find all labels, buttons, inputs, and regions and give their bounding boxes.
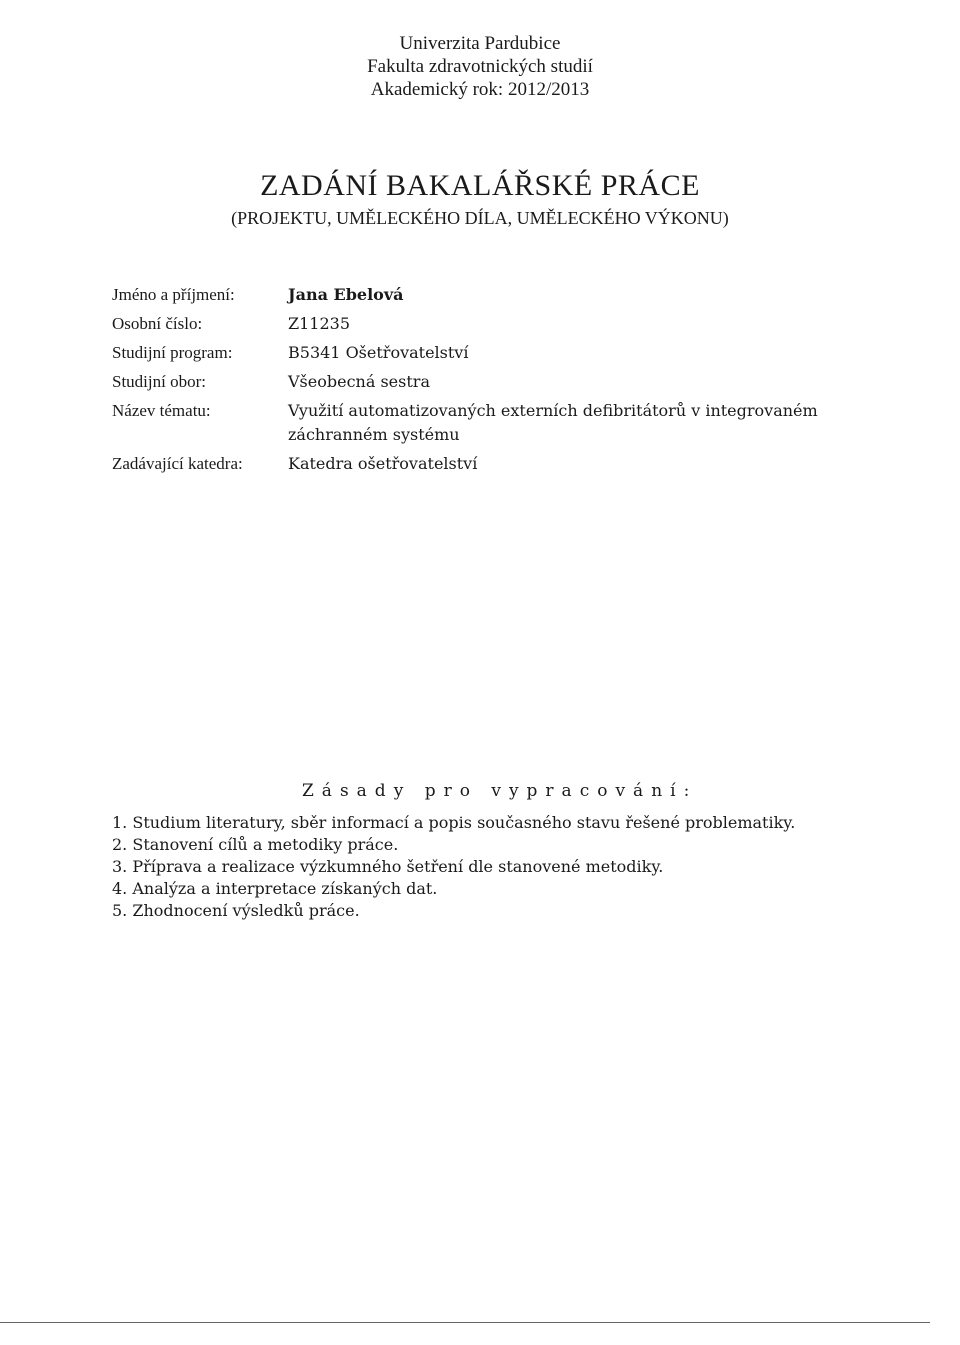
- student-name: Jana Ebelová: [288, 285, 404, 304]
- academic-year: Akademický rok: 2012/2013: [370, 79, 590, 100]
- document-header: [0, 32, 960, 101]
- field-study-program: [112, 341, 892, 365]
- student-info: [112, 283, 892, 481]
- field-label: Název tématu:: [112, 401, 211, 420]
- thesis-topic: Využití automatizovaných externích defibritátorů v integrovaném záchranném systému: [288, 401, 818, 444]
- list-item: 1. Studium literatury, sběr informací a popis současného stavu řešené problematiky.: [112, 813, 796, 832]
- field-name: [112, 283, 892, 307]
- field-label: Studijní obor:: [112, 372, 206, 391]
- list-item: 3. Příprava a realizace výzkumného šetření dle stanovené metodiky.: [112, 857, 664, 876]
- field-label: Jméno a příjmení:: [112, 285, 235, 304]
- faculty-name: Fakulta zdravotnických studií: [367, 56, 593, 77]
- document-subtitle: (PROJEKTU, UMĚLECKÉHO DÍLA, UMĚLECKÉHO VÝKONU): [231, 208, 729, 228]
- field-label: Osobní číslo:: [112, 314, 203, 333]
- principles-heading: Zásady pro vypracování:: [302, 781, 698, 801]
- field-personal-number: [112, 312, 892, 336]
- field-label: Zadávající katedra:: [112, 454, 243, 473]
- university-name: Univerzita Pardubice: [399, 33, 561, 54]
- study-program: B5341 Ošetřovatelství: [288, 343, 469, 362]
- list-item: 2. Stanovení cílů a metodiky práce.: [112, 835, 399, 854]
- field-label: Studijní program:: [112, 343, 233, 362]
- department: Katedra ošetřovatelství: [288, 454, 478, 473]
- field-study-field: [112, 370, 892, 394]
- bottom-divider: [0, 1322, 930, 1323]
- personal-number: Z11235: [288, 314, 351, 333]
- field-department: [112, 452, 892, 476]
- field-topic: [112, 399, 892, 447]
- document-title: ZADÁNÍ BAKALÁŘSKÉ PRÁCE: [260, 169, 700, 202]
- principles-list: [112, 812, 912, 922]
- list-item: 5. Zhodnocení výsledků práce.: [112, 901, 360, 920]
- title-block: [0, 168, 960, 230]
- list-item: 4. Analýza a interpretace získaných dat.: [112, 879, 438, 898]
- study-field: Všeobecná sestra: [288, 372, 430, 391]
- principles-section: [112, 776, 912, 922]
